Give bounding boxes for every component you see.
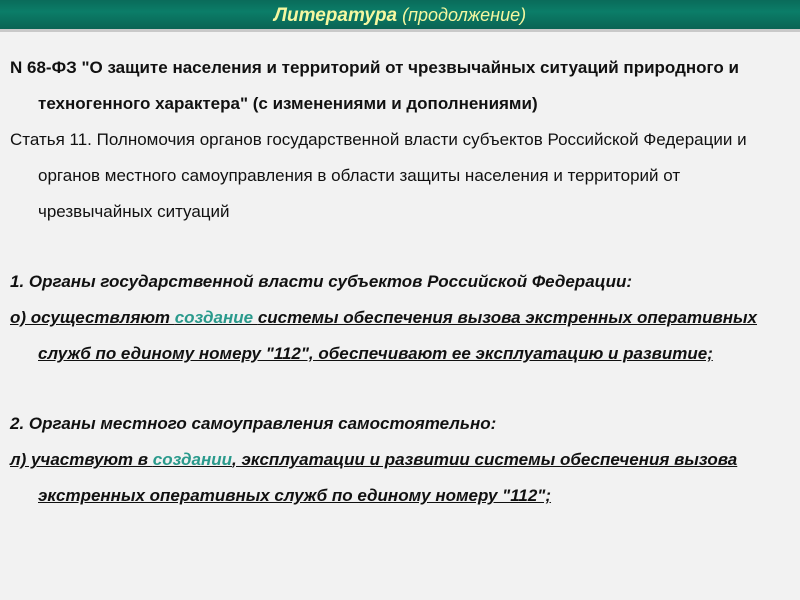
item-o-prefix: о) осуществляют — [10, 308, 175, 327]
section1-heading: 1. Органы государственной власти субъектов Российской Федерации: — [10, 272, 633, 291]
slide-title-sub: (продолжение) — [397, 5, 527, 25]
item-o-rest: системы обеспечения вызова экстренных оперативных служб по единому номеру "112", обеспечивают ее эксплуатацию и развитие; — [38, 308, 758, 363]
item-l-rest: , эксплуатации и развитии системы обеспечения вызова экстренных оперативных служб по единому номеру "112"; — [38, 450, 738, 505]
slide-content — [10, 50, 790, 514]
law-title: N 68-ФЗ "О защите населения и территорий от чрезвычайных ситуаций природного и техногенного характера" (с изменениями и дополнениями) — [10, 58, 739, 113]
spacer — [10, 372, 790, 406]
item-l-link[interactable]: создании — [152, 450, 233, 469]
item-o-link[interactable]: создание — [174, 308, 258, 327]
item-l-prefix: л) участвуют в — [10, 450, 153, 469]
spacer — [10, 230, 790, 264]
section2-item-l — [10, 442, 790, 514]
section2-heading: 2. Органы местного самоуправления самостоятельно: — [10, 414, 497, 433]
section1-item-o — [10, 300, 790, 372]
slide-title — [274, 0, 526, 31]
slide-header — [0, 0, 800, 32]
article-text: Статья 11. Полномочия органов государственной власти субъектов Российской Федерации и органов местного самоуправления в области защиты населения и территорий от чрезвычайных ситуаций — [10, 130, 747, 221]
slide-title-main: Литература — [273, 5, 398, 26]
